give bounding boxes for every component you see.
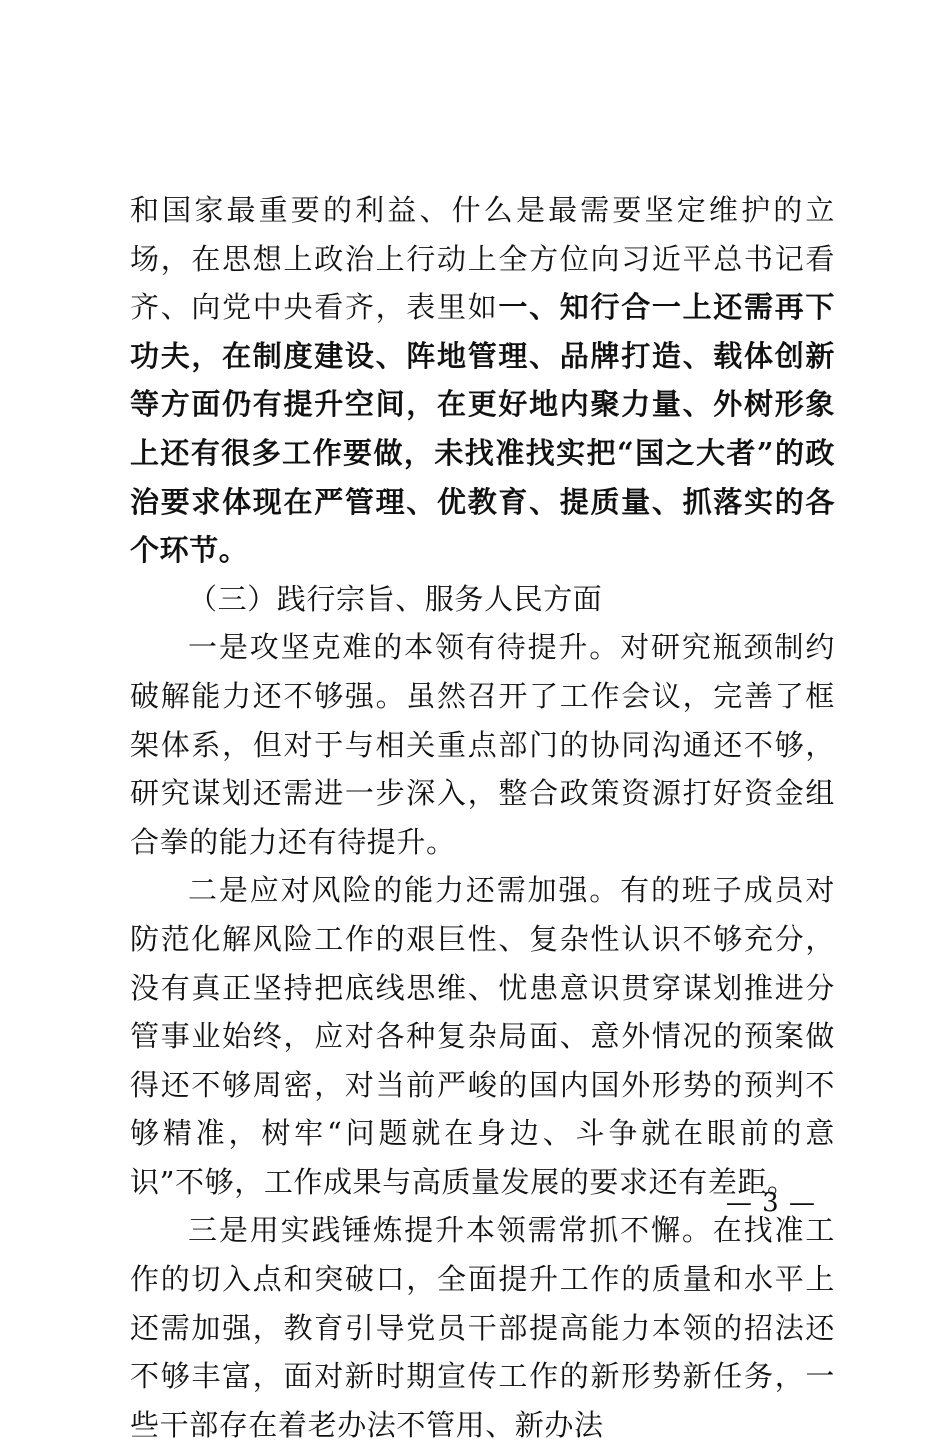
paragraph-continuation-plain: 和国家最重要的利益、什么是最需要坚定维护的立场，在思想上政治上行动上全方位向习近平总书记看齐、向党中央看齐，表里如 [130, 193, 835, 325]
paragraph-continuation-bold: 一、知行合一上还需再下功夫，在制度建设、阵地管理、品牌打造、载体创新等方面仍有提升空间，在更好地内聚力量、外树形象上还有很多工作要做，未找准找实把“国之大者”的政治要求体现在严管理、优教育、提质量、抓落实的各个环节。 [130, 290, 836, 568]
page-number: — 3 — [725, 1188, 816, 1218]
paragraph-item-one: 一是攻坚克难的本领有待提升。对研究瓶颈制约破解能力还不够强。虽然召开了工作会议，完善了框架体系，但对于与相关重点部门的协同沟通还不够，研究谋划还需进一步深入，整合政策资源打好资金组合拳的能力还有待提升。 [130, 630, 835, 859]
paragraph-item-three: 三是用实践锤炼提升本领需常抓不懈。在找准工作的切入点和突破口，全面提升工作的质量和水平上还需加强，教育引导党员干部提高能力本领的招法还不够丰富，面对新时期宣传工作的新形势新任务，一些干部存在着老办法不管用、新办法 [130, 1213, 835, 1442]
paragraph-continuation [130, 186, 835, 575]
document-body [130, 186, 835, 1449]
paragraph-item-two: 二是应对风险的能力还需加强。有的班子成员对防范化解风险工作的艰巨性、复杂性认识不够充分，没有真正坚持把底线思维、忧患意识贯穿谋划推进分管事业始终，应对各种复杂局面、意外情况的预案做得还不够周密，对当前严峻的国内国外形势的预判不够精准，树牢“问题就在身边、斗争就在眼前的意识”不够，工作成果与高质量发展的要求还有差距。 [130, 873, 835, 1199]
section-heading: （三）践行宗旨、服务人民方面 [188, 581, 603, 616]
